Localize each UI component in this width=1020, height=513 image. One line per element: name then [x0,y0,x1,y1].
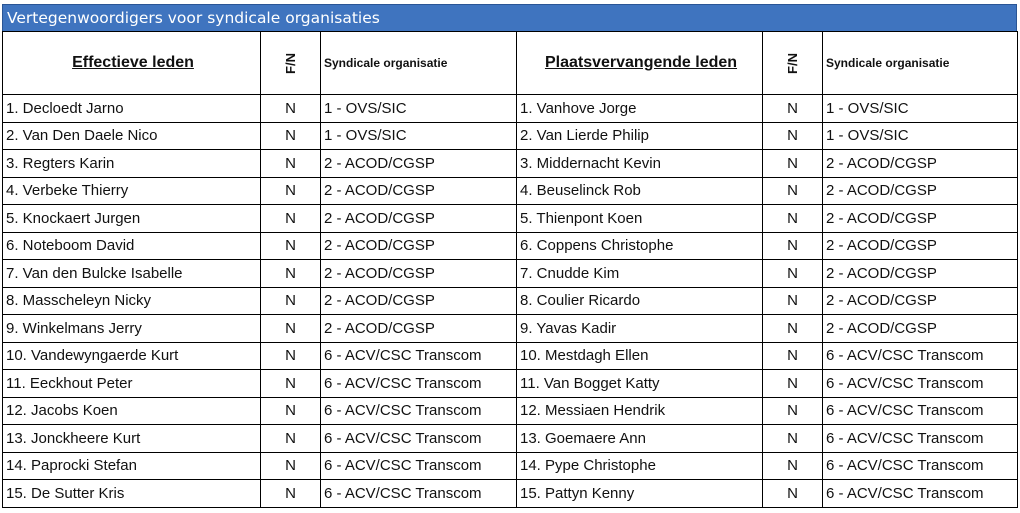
substitute-member-cell: 7. Cnudde Kim [517,260,763,288]
substitute-fn-cell: N [763,452,823,480]
effective-member-cell: 1. Decloedt Jarno [3,95,261,123]
effective-fn-cell: N [261,370,321,398]
effective-member-cell: 11. Eeckhout Peter [3,370,261,398]
effective-member-cell: 2. Van Den Daele Nico [3,122,261,150]
header-effective-members: Effectieve leden [3,32,261,95]
effective-fn-cell: N [261,342,321,370]
effective-member-cell: 13. Jonckheere Kurt [3,425,261,453]
effective-fn-cell: N [261,425,321,453]
effective-org-cell: 6 - ACV/CSC Transcom [321,342,517,370]
substitute-member-cell: 5. Thienpont Koen [517,205,763,233]
substitute-fn-cell: N [763,150,823,178]
effective-fn-cell: N [261,177,321,205]
effective-org-cell: 6 - ACV/CSC Transcom [321,425,517,453]
effective-member-cell: 4. Verbeke Thierry [3,177,261,205]
effective-fn-cell: N [261,452,321,480]
header-org-effective: Syndicale organisatie [321,32,517,95]
effective-member-cell: 5. Knockaert Jurgen [3,205,261,233]
substitute-fn-cell: N [763,260,823,288]
substitute-org-cell: 6 - ACV/CSC Transcom [823,480,1018,508]
substitute-fn-cell: N [763,205,823,233]
substitute-member-cell: 15. Pattyn Kenny [517,480,763,508]
substitute-member-cell: 11. Van Bogget Katty [517,370,763,398]
header-fn-label: F/N [784,52,800,74]
substitute-member-cell: 1. Vanhove Jorge [517,95,763,123]
substitute-fn-cell: N [763,287,823,315]
substitute-org-cell: 6 - ACV/CSC Transcom [823,342,1018,370]
substitute-fn-cell: N [763,315,823,343]
effective-org-cell: 6 - ACV/CSC Transcom [321,370,517,398]
table-row [3,342,1018,370]
substitute-fn-cell: N [763,342,823,370]
substitute-fn-cell: N [763,232,823,260]
effective-fn-cell: N [261,95,321,123]
substitute-org-cell: 6 - ACV/CSC Transcom [823,370,1018,398]
substitute-member-cell: 9. Yavas Kadir [517,315,763,343]
effective-org-cell: 2 - ACOD/CGSP [321,232,517,260]
table-body [3,95,1018,508]
effective-fn-cell: N [261,287,321,315]
effective-fn-cell: N [261,205,321,233]
substitute-fn-cell: N [763,370,823,398]
table-row [3,480,1018,508]
substitute-member-cell: 13. Goemaere Ann [517,425,763,453]
table-row [3,315,1018,343]
table-row [3,232,1018,260]
header-fn-effective [261,32,321,95]
table-row [3,122,1018,150]
effective-fn-cell: N [261,260,321,288]
header-fn-label: F/N [282,52,298,74]
effective-member-cell: 14. Paprocki Stefan [3,452,261,480]
table-row [3,260,1018,288]
effective-member-cell: 9. Winkelmans Jerry [3,315,261,343]
effective-member-cell: 12. Jacobs Koen [3,397,261,425]
effective-member-cell: 8. Masscheleyn Nicky [3,287,261,315]
effective-org-cell: 6 - ACV/CSC Transcom [321,397,517,425]
effective-fn-cell: N [261,122,321,150]
effective-org-cell: 1 - OVS/SIC [321,122,517,150]
substitute-org-cell: 6 - ACV/CSC Transcom [823,452,1018,480]
header-substitute-members: Plaatsvervangende leden [517,32,763,95]
substitute-member-cell: 3. Middernacht Kevin [517,150,763,178]
substitute-org-cell: 2 - ACOD/CGSP [823,177,1018,205]
table-row [3,452,1018,480]
effective-fn-cell: N [261,315,321,343]
effective-org-cell: 2 - ACOD/CGSP [321,177,517,205]
substitute-org-cell: 2 - ACOD/CGSP [823,232,1018,260]
substitute-member-cell: 4. Beuselinck Rob [517,177,763,205]
effective-fn-cell: N [261,397,321,425]
table-row [3,150,1018,178]
substitute-org-cell: 2 - ACOD/CGSP [823,287,1018,315]
effective-org-cell: 1 - OVS/SIC [321,95,517,123]
sheet-title: Vertegenwoordigers voor syndicale organisaties [2,4,1017,31]
substitute-org-cell: 2 - ACOD/CGSP [823,205,1018,233]
effective-fn-cell: N [261,150,321,178]
table-row [3,370,1018,398]
effective-org-cell: 2 - ACOD/CGSP [321,260,517,288]
effective-org-cell: 6 - ACV/CSC Transcom [321,452,517,480]
substitute-org-cell: 6 - ACV/CSC Transcom [823,425,1018,453]
substitute-fn-cell: N [763,122,823,150]
substitute-org-cell: 1 - OVS/SIC [823,122,1018,150]
table-row [3,397,1018,425]
effective-org-cell: 2 - ACOD/CGSP [321,205,517,233]
table-row [3,177,1018,205]
effective-org-cell: 2 - ACOD/CGSP [321,315,517,343]
header-row [3,32,1018,95]
representatives-sheet [2,4,1017,508]
substitute-org-cell: 2 - ACOD/CGSP [823,260,1018,288]
representatives-table [2,31,1018,508]
substitute-fn-cell: N [763,425,823,453]
substitute-fn-cell: N [763,177,823,205]
table-row [3,205,1018,233]
table-row [3,95,1018,123]
substitute-fn-cell: N [763,480,823,508]
substitute-member-cell: 10. Mestdagh Ellen [517,342,763,370]
effective-member-cell: 7. Van den Bulcke Isabelle [3,260,261,288]
substitute-member-cell: 2. Van Lierde Philip [517,122,763,150]
effective-member-cell: 10. Vandewyngaerde Kurt [3,342,261,370]
substitute-fn-cell: N [763,95,823,123]
substitute-fn-cell: N [763,397,823,425]
effective-fn-cell: N [261,480,321,508]
effective-org-cell: 6 - ACV/CSC Transcom [321,480,517,508]
substitute-member-cell: 12. Messiaen Hendrik [517,397,763,425]
substitute-member-cell: 6. Coppens Christophe [517,232,763,260]
effective-member-cell: 15. De Sutter Kris [3,480,261,508]
effective-member-cell: 3. Regters Karin [3,150,261,178]
effective-org-cell: 2 - ACOD/CGSP [321,287,517,315]
effective-org-cell: 2 - ACOD/CGSP [321,150,517,178]
substitute-member-cell: 8. Coulier Ricardo [517,287,763,315]
header-fn-substitute [763,32,823,95]
table-row [3,425,1018,453]
substitute-org-cell: 6 - ACV/CSC Transcom [823,397,1018,425]
effective-member-cell: 6. Noteboom David [3,232,261,260]
header-org-substitute: Syndicale organisatie [823,32,1018,95]
substitute-org-cell: 1 - OVS/SIC [823,95,1018,123]
table-row [3,287,1018,315]
substitute-org-cell: 2 - ACOD/CGSP [823,150,1018,178]
substitute-member-cell: 14. Pype Christophe [517,452,763,480]
substitute-org-cell: 2 - ACOD/CGSP [823,315,1018,343]
effective-fn-cell: N [261,232,321,260]
